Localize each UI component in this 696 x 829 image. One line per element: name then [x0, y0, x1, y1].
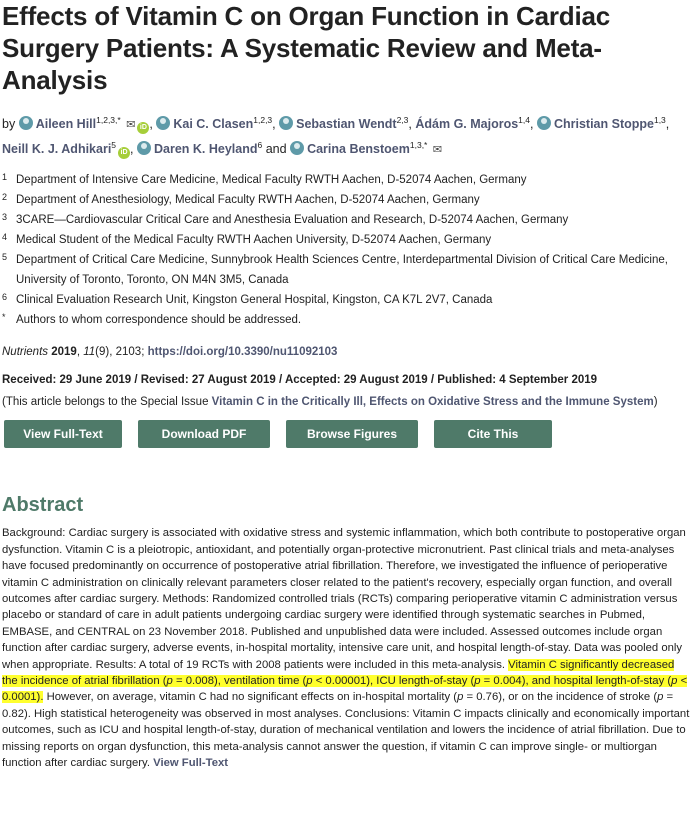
author-name[interactable]: Ádám G. Majoros [415, 117, 519, 132]
author-affiliation-sup: 1,2,3 [253, 115, 273, 125]
highlight-text: = 0.008), ventilation time ( [172, 674, 307, 687]
affiliation-number: 6 [2, 292, 8, 303]
affiliation-list [2, 170, 692, 330]
orcid-icon[interactable]: iD [137, 122, 149, 134]
orcid-icon[interactable]: iD [118, 147, 130, 159]
citation-line: Nutrients 2019, 11(9), 2103; https://doi.org/10.3390/nu11092103 [2, 346, 338, 359]
view-full-text-link[interactable]: View Full-Text [153, 757, 229, 769]
affiliation-number: 4 [2, 232, 8, 243]
author-affiliation-sup: 5 [111, 140, 117, 151]
author-name[interactable]: Christian Stoppe [553, 117, 654, 132]
article-title: Effects of Vitamin C on Organ Function in Cardiac Surgery Patients: A Systematic Review and Meta-Analysis [2, 1, 611, 95]
abstract-body: Background: Cardiac surgery is associated with oxidative stress and systemic inflammation, which both contribute to postoperative organ dysfunction. Vitamin C is a pleiotropic, antioxidant, and potentially organ-protective micronutrient. Past clinical trials and meta-analyses have focused predominantly on occurrence of postoperative atrial fibrillation. Therefore, we investigated the influence of perioperative vitamin C administration on clinically relevant parameters closer related to the patient's recovery, especially organ function, and overall outcomes after cardiac surgery. Methods: Randomized controlled trials (RCTs) comparing perioperative vitamin C administration versus placebo or standard of care in adult patients undergoing cardiac surgery were identified through systematic searches in Pubmed, EMBASE, and CENTRAL on 23 November 2018. Published and unpublished data were included. Assessed outcomes include organ function after cardiac surgery, adverse events, in-hospital mortality, intensive care unit, and hospital length-of-stay. Data was pooled only when appropriate. Results: A total of 19 RCTs with 2008 patients were included in this meta-analysis. [2, 527, 686, 671]
by-label: by [2, 117, 16, 132]
author-affiliation-sup: 1,4 [518, 115, 530, 125]
affiliation-number: 2 [2, 192, 8, 203]
author-affiliation-sup: 1,3 [653, 115, 666, 125]
affiliation-item [2, 190, 692, 210]
affiliation-text: Authors to whom correspondence should be addressed. [16, 314, 302, 327]
action-buttons [2, 420, 692, 470]
p-symbol: p [474, 674, 481, 687]
special-issue-prefix: (This article belongs to the Special Issue [2, 396, 212, 409]
author-icon[interactable] [537, 116, 551, 130]
author-icon[interactable] [156, 116, 170, 130]
highlight-text: = 0.004), and hospital length-of-stay ( [480, 674, 672, 687]
citation-year: 2019 [51, 346, 77, 359]
affiliation-item [2, 230, 692, 250]
p-symbol: p [306, 674, 313, 687]
affiliation-number: 3 [2, 212, 8, 223]
download-pdf-button[interactable]: Download PDF [138, 420, 270, 448]
author-name[interactable]: Aileen Hill [35, 117, 97, 132]
author-affiliation-sup: 1,2,3,* [96, 115, 121, 125]
highlight-text: < 0.0001). [2, 674, 688, 704]
affiliation-item [2, 310, 692, 330]
author-name[interactable]: Sebastian Wendt [296, 117, 397, 132]
article-page [2, 0, 692, 771]
mail-icon[interactable]: ✉ [432, 144, 443, 157]
special-issue-note [2, 396, 692, 408]
browse-figures-button[interactable]: Browse Figures [286, 420, 418, 448]
journal-name: Nutrients [2, 346, 49, 359]
citation-issue: (9), 2103; [95, 346, 145, 359]
affiliation-text: 3CARE—Cardiovascular Critical Care and Anesthesia Evaluation and Research, D-52074 Aachen, Germany [16, 214, 569, 227]
p-symbol: p [671, 674, 678, 687]
author-icon[interactable] [290, 141, 304, 155]
author-name[interactable]: Kai C. Clasen [173, 117, 254, 132]
abstract-body: However, on average, vitamin C had no significant effects on in-hospital mortality ( [43, 691, 458, 704]
abstract-body: = 0.82). High statistical heterogeneity was observed in most analyses. Conclusions: Vitamin C impacts clinically and economically important outcomes, such as ICU and hospital length-of-stay, duration of mechanical ventilation and lowers the incidence of atrial fibrillation. Due to missing reports on organ dysfunction, this meta-analysis cannot answer the question, if vitamin C can improve single- or multiorgan function after cardiac surgery. [2, 691, 690, 769]
affiliation-number: 5 [2, 252, 8, 263]
abstract-text [2, 525, 692, 771]
affiliation-item [2, 170, 692, 190]
author-icon[interactable] [279, 116, 293, 130]
affiliation-text: Department of Anesthesiology, Medical Faculty RWTH Aachen, D-52074 Aachen, Germany [16, 194, 480, 207]
affiliation-text: Department of Intensive Care Medicine, Medical Faculty RWTH Aachen, D-52074 Aachen, Germany [16, 174, 527, 187]
highlight-text: Vitamin C significantly decreased the incidence of atrial fibrillation ( [2, 658, 675, 687]
author-affiliation-sup: 6 [257, 140, 263, 151]
publication-dates: Received: 29 June 2019 / Revised: 27 August 2019 / Accepted: 29 August 2019 / Published: 4 September 2019 [2, 374, 598, 387]
author-icon[interactable] [19, 116, 33, 130]
p-symbol: p [166, 674, 173, 687]
affiliation-text: Department of Critical Care Medicine, Sunnybrook Health Sciences Centre, Interdepartmental Division of Critical Care Medicine, University of Toronto, Toronto, ON M4N 3M5, Canada [16, 254, 668, 287]
doi-link[interactable]: https://doi.org/10.3390/nu11092103 [147, 346, 338, 359]
citation-volume: 11 [83, 346, 96, 359]
highlight-text: < 0.00001), ICU length-of-stay ( [312, 674, 475, 687]
cite-paper-button[interactable]: Cite This Paper [434, 420, 552, 448]
affiliation-item [2, 210, 692, 230]
affiliation-number: 1 [2, 172, 8, 183]
author-list: by Aileen Hill$^{1,2,3,*}$ ✉ iD , Kai C. Clasen$^{1,2,3}$, Sebastian Wendt$^{2,3}$, Ádám G. Majoros$^{1,4}$, Christian Stoppe$^{1,3}$, Neill K. J. Adhikari$^5$iD , Daren K. Heyland$^6$ and Carina Benstoem$^{1,3,*}$ ✉ [2, 110, 692, 160]
and-label: and [265, 142, 287, 157]
affiliation-item [2, 290, 692, 310]
affiliation-number: * [2, 312, 6, 323]
abstract-body: = 0.76), or on the incidence of stroke ( [463, 691, 658, 704]
author-name[interactable]: Neill K. J. Adhikari [2, 142, 112, 157]
abstract-heading: Abstract [2, 494, 84, 517]
special-issue-link[interactable]: Vitamin C in the Critically Ill, Effects on Oxidative Stress and the Immune System [211, 396, 654, 409]
author-icon[interactable] [137, 141, 151, 155]
author-affiliation-sup: 2,3 [396, 115, 409, 125]
mail-icon[interactable]: ✉ [126, 119, 136, 132]
p-symbol: p [657, 691, 664, 704]
author-name[interactable]: Daren K. Heyland [153, 142, 258, 157]
author-name[interactable]: Carina Benstoem [307, 142, 410, 157]
special-issue-suffix: ) [653, 396, 658, 409]
p-symbol: p [457, 691, 464, 704]
affiliation-text: Medical Student of the Medical Faculty RWTH Aachen University, D-52074 Aachen, Germany [16, 234, 492, 247]
affiliation-item [2, 250, 692, 290]
view-full-text-button[interactable]: View Full-Text [4, 420, 122, 448]
affiliation-text: Clinical Evaluation Research Unit, Kingston General Hospital, Kingston, CA K7L 2V7, Canada [16, 294, 493, 307]
author-affiliation-sup: 1,3,* [409, 140, 428, 151]
